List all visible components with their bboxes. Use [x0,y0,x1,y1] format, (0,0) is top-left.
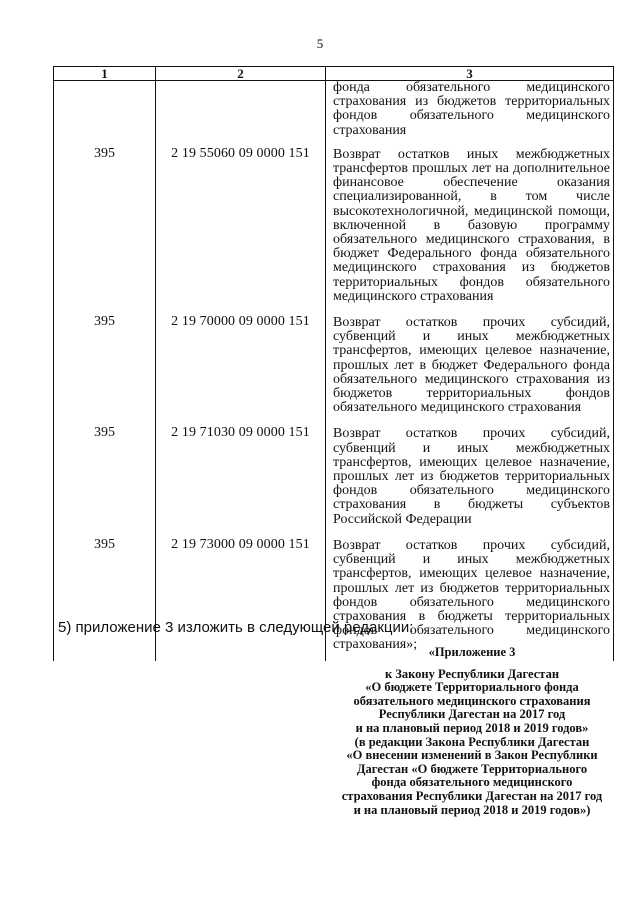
table-row [54,423,614,534]
income-description-cell: фонда обязательного медицинского страхования из бюджетов территориальных фондов обязательного медицинского страхования [326,81,614,144]
column-header-2: 2 [156,67,326,81]
budget-classification-code-cell: 2 19 70000 09 0000 151 [156,312,326,423]
appendix-line: «О бюджете Территориального фонда [365,680,579,695]
appendix-line: «О внесении изменений в Закон Республики [346,748,598,763]
revenue-code-table [53,66,614,661]
budget-table [53,66,613,661]
budget-classification-code-cell: 2 19 55060 09 0000 151 [156,144,326,312]
appendix-line: и на плановый период 2018 и 2019 годов») [353,802,591,817]
admin-code-cell: 395 [54,312,156,423]
appendix-header-block [322,646,622,817]
table-header-row [54,67,614,81]
admin-code-cell: 395 [54,423,156,534]
budget-classification-code-cell: 2 19 73000 09 0000 151 [156,535,326,661]
income-description-cell: Возврат остатков прочих субсидий, субвенций и иных межбюджетных трансфертов, имеющих целевое назначение, прошлых лет из бюджетов территориальных фондов обязательного медицинского страхования в бюджеты территориальных фондов обязательного медицинского страхования»; [326,535,614,661]
appendix-line: обязательного медицинского страхования [353,693,591,708]
appendix-line: к Закону Республики Дагестан [384,666,560,681]
income-description-cell: Возврат остатков прочих субсидий, субвенций и иных межбюджетных трансфертов, имеющих целевое назначение, прошлых лет из бюджетов территориальных фондов обязательного медицинского страхования в бюджеты субъектов Российской Федерации [326,423,614,534]
admin-code-cell: 395 [54,144,156,312]
column-header-3: 3 [326,67,614,81]
admin-code-cell [54,81,156,144]
table-row [54,81,614,144]
budget-classification-code-cell [156,81,326,144]
table-row [54,312,614,423]
table-row [54,535,614,661]
income-description-cell: Возврат остатков прочих субсидий, субвенций и иных межбюджетных трансфертов, имеющих целевое назначение, прошлых лет в бюджет Федерального фонда обязательного медицинского страхования из бюджетов территориальных фондов обязательного медицинского страхования [326,312,614,423]
appendix-line: фонда обязательного медицинского [371,775,573,790]
admin-code-cell: 395 [54,535,156,661]
appendix-title: «Приложение 3 [428,645,516,659]
appendix-line: и на плановый период 2018 и 2019 годов» [355,720,589,735]
budget-classification-code-cell: 2 19 71030 09 0000 151 [156,423,326,534]
table-row [54,144,614,312]
page-number: 5 [316,36,324,51]
amendment-paragraph: 5) приложение 3 изложить в следующей редакции: [58,619,414,636]
column-header-1: 1 [54,67,156,81]
appendix-line: страхования Республики Дагестан на 2017 год [341,788,603,803]
appendix-line: Дагестан «О бюджете Территориального [356,761,588,776]
appendix-line: Республики Дагестан на 2017 год [378,707,566,722]
appendix-line: (в редакции Закона Республики Дагестан [354,734,590,749]
income-description-cell: Возврат остатков иных межбюджетных трансфертов прошлых лет на дополнительное финансовое обеспечение оказания специализированной, в том числе высокотехнологичной, медицинской помощи, включенной в базовую программу обязательного медицинского страхования, в бюджет Федерального фонда обязательного медицинского страхования из бюджетов территориальных фондов обязательного медицинского страхования [326,144,614,312]
